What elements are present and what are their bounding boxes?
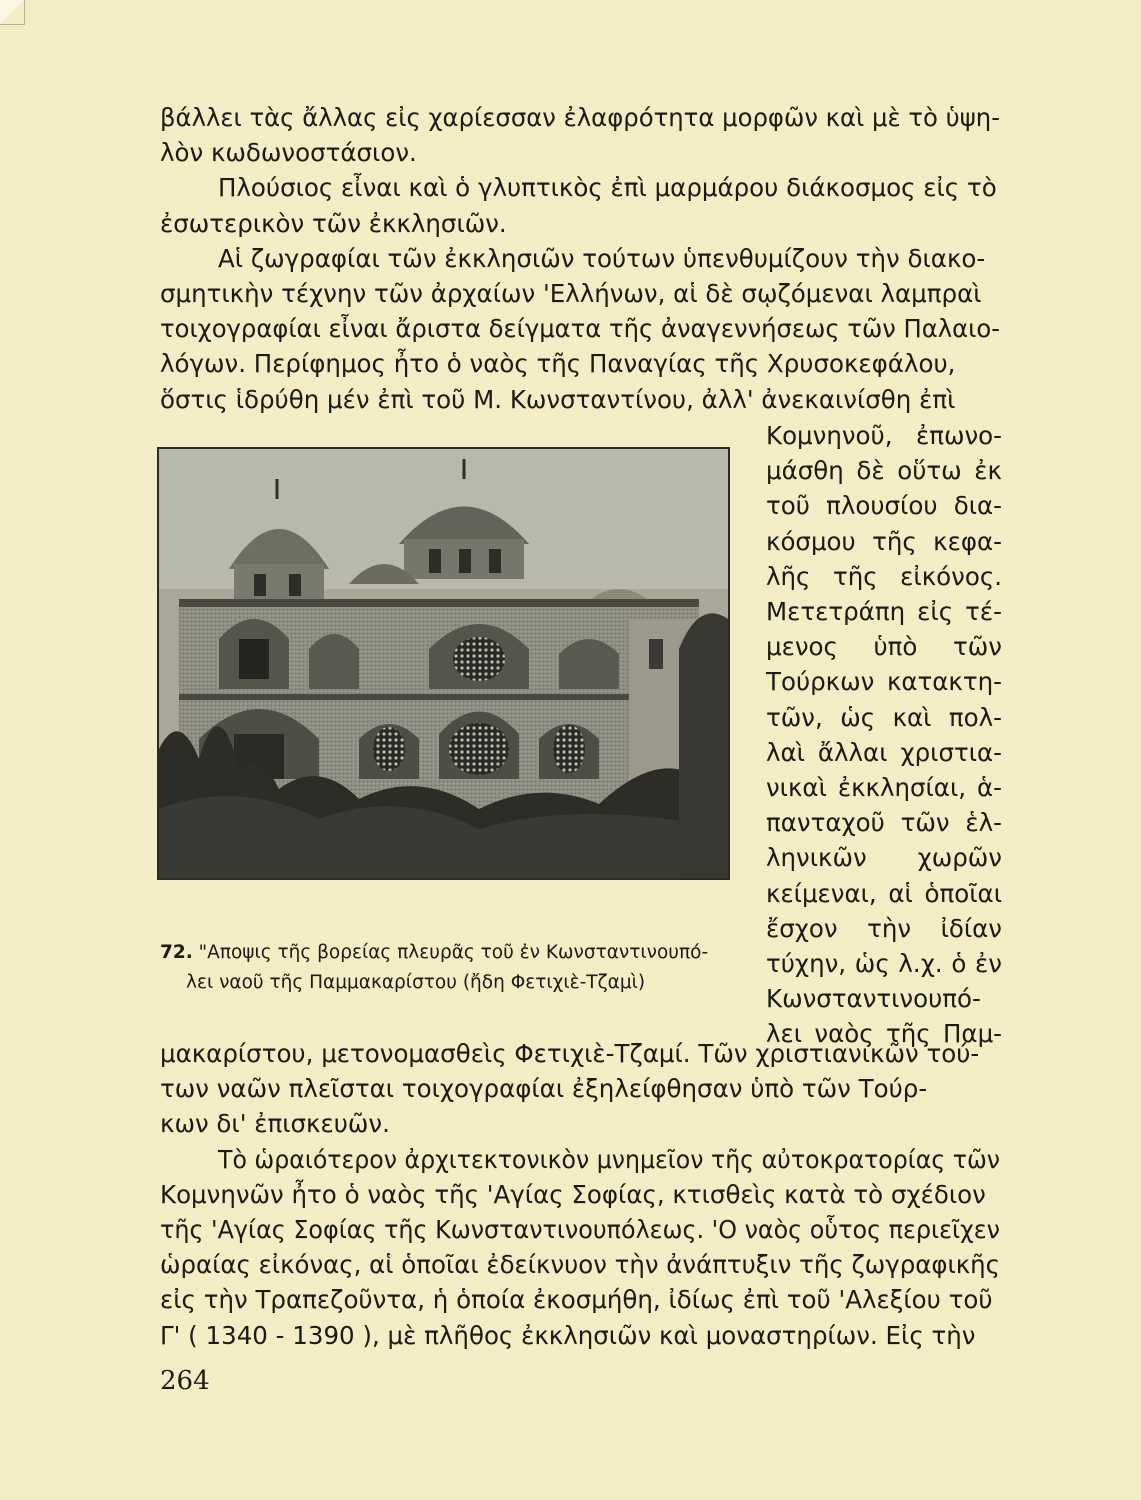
text-line: Πλούσιος εἶναι καὶ ὁ γλυπτικὸς ἐπὶ μαρμάρου διάκοσμος εἰς τὸ	[218, 173, 997, 203]
text-line: κόσμου τῆς κεφα-	[766, 526, 1002, 556]
text-line: τῆς 'Αγίας Σοφίας τῆς Κωνσταντινουπόλεως. 'Ο ναὸς οὗτος περιεῖχεν	[160, 1215, 1000, 1245]
text-line: ὅστις ἱδρύθη μέν ἐπὶ τοῦ Μ. Κωνσταντίνου, ἀλλ' ἀνεκαινίσθη ἐπὶ	[160, 384, 956, 414]
text-line: λαὶ ἄλλαι χριστια-	[766, 737, 1002, 767]
paragraph-continuation-2	[160, 1036, 1000, 1142]
text-line: μακαρίστου, μετονομασθεὶς Φετιχιὲ-Τζαμί. Τῶν χριστιανικῶν τού-	[160, 1039, 980, 1068]
text-line: Κωνσταντινουπό-	[766, 984, 981, 1014]
page-number: 264	[160, 1366, 210, 1396]
text-line: Τούρκων κατακτη-	[766, 667, 1002, 697]
caption-line: λει ναοῦ τῆς Παμμακαρίστου (ἤδη Φετιχιὲ-Τζαμὶ)	[186, 972, 646, 993]
text-line: νικαὶ ἐκκλησίαι, ἁ-	[766, 773, 1002, 803]
text-line: κων δι' ἐπισκευῶν.	[160, 1109, 390, 1139]
paragraph-sculpture	[160, 170, 1000, 240]
paragraph-continuation	[160, 100, 1000, 170]
caption-line	[160, 938, 740, 968]
text-line: μάσθη δὲ οὕτω ἐκ	[766, 456, 1002, 486]
text-line: Κομνηνῶν ἦτο ὁ ναὸς τῆς 'Αγίας Σοφίας, κτισθεὶς κατὰ τὸ σχέδιον	[160, 1179, 986, 1209]
text-line: σμητικὴν τέχνην τῶν ἀρχαίων 'Ελλήνων, αἱ δὲ σῳζόμεναι λαμπραὶ	[160, 279, 982, 309]
paragraph-hagia-sophia	[160, 1142, 1000, 1353]
side-column-text	[766, 418, 1002, 1052]
text-line: λῆς τῆς εἰκόνος.	[766, 561, 1002, 591]
text-line: των ναῶν πλεῖσται τοιχογραφίαι ἐξηλείφθησαν ὑπὸ τῶν Τούρ-	[160, 1074, 928, 1104]
text-line: λὸν κωδωνοστάσιον.	[160, 138, 417, 168]
figure-number: 72.	[160, 942, 193, 963]
text-line: τοῦ πλουσίου δια-	[766, 491, 1002, 521]
text-line: ἔσχον τὴν ἰδίαν	[766, 913, 1002, 943]
text-line: βάλλει τὰς ἄλλας εἰς χαρίεσσαν ἐλαφρότητα μορφῶν καὶ μὲ τὸ ὑψη-	[160, 103, 1000, 132]
text-line: Αἱ ζωγραφίαι τῶν ἐκκλησιῶν τούτων ὑπενθυμίζουν τὴν διακο-	[218, 243, 986, 273]
text-line: εἰς τὴν Τραπεζοῦντα, ἡ ὁποία ἐκοσμήθη, ἰδίως ἐπὶ τοῦ 'Αλεξίου τοῦ	[160, 1285, 993, 1315]
text-line: Τὸ ὡραιότερον ἀρχιτεκτονικὸν μνημεῖον τῆς αὐτοκρατορίας τῶν	[218, 1144, 1000, 1174]
text-line: κείμεναι, αἱ ὁποῖαι	[766, 878, 1002, 908]
text-line: Μετετράπη εἰς τέ-	[766, 597, 1002, 627]
text-line: ἐσωτερικὸν τῶν ἐκκλησιῶν.	[160, 208, 507, 238]
text-line: τῶν, ὡς καὶ πολ-	[766, 702, 1002, 732]
church-photograph	[157, 447, 730, 880]
text-line: πανταχοῦ τῶν ἑλ-	[766, 808, 1002, 838]
text-line: ληνικῶν χωρῶν	[766, 843, 1002, 873]
pammakaristos-church-image	[159, 449, 728, 878]
figure-caption	[160, 938, 740, 998]
caption-text: "Αποψις τῆς βορείας πλευρᾶς τοῦ ἐν Κωνσταντινουπό-	[198, 942, 709, 963]
paragraph-paintings	[160, 241, 1000, 417]
text-line: τοιχογραφίαι εἶναι ἄριστα δείγματα τῆς ἀναγεννήσεως τῶν Παλαιο-	[160, 314, 1000, 344]
text-line: ὡραίας εἰκόνας, αἱ ὁποῖαι ἐδείκνυον τὴν ἀνάπτυξιν τῆς ζωγραφικῆς	[160, 1250, 1000, 1280]
upper-text-block	[160, 100, 1000, 417]
lower-text-block	[160, 1036, 1000, 1353]
text-line: λόγων. Περίφημος ἦτο ὁ ναὸς τῆς Παναγίας τῆς Χρυσοκεφάλου,	[160, 349, 956, 379]
page-corner	[0, 0, 25, 25]
text-line: λει ναὸς τῆς Παμ-	[766, 1019, 1002, 1049]
text-line: Γ' ( 1340 - 1390 ), μὲ πλῆθος ἐκκλησιῶν καὶ μοναστηρίων. Εἰς τὴν	[160, 1320, 976, 1350]
text-line: Κομνηνοῦ, ἐπωνο-	[766, 421, 1002, 450]
text-line: τύχην, ὡς λ.χ. ὁ ἐν	[766, 949, 1002, 979]
text-line: μενος ὑπὸ τῶν	[766, 632, 1002, 662]
